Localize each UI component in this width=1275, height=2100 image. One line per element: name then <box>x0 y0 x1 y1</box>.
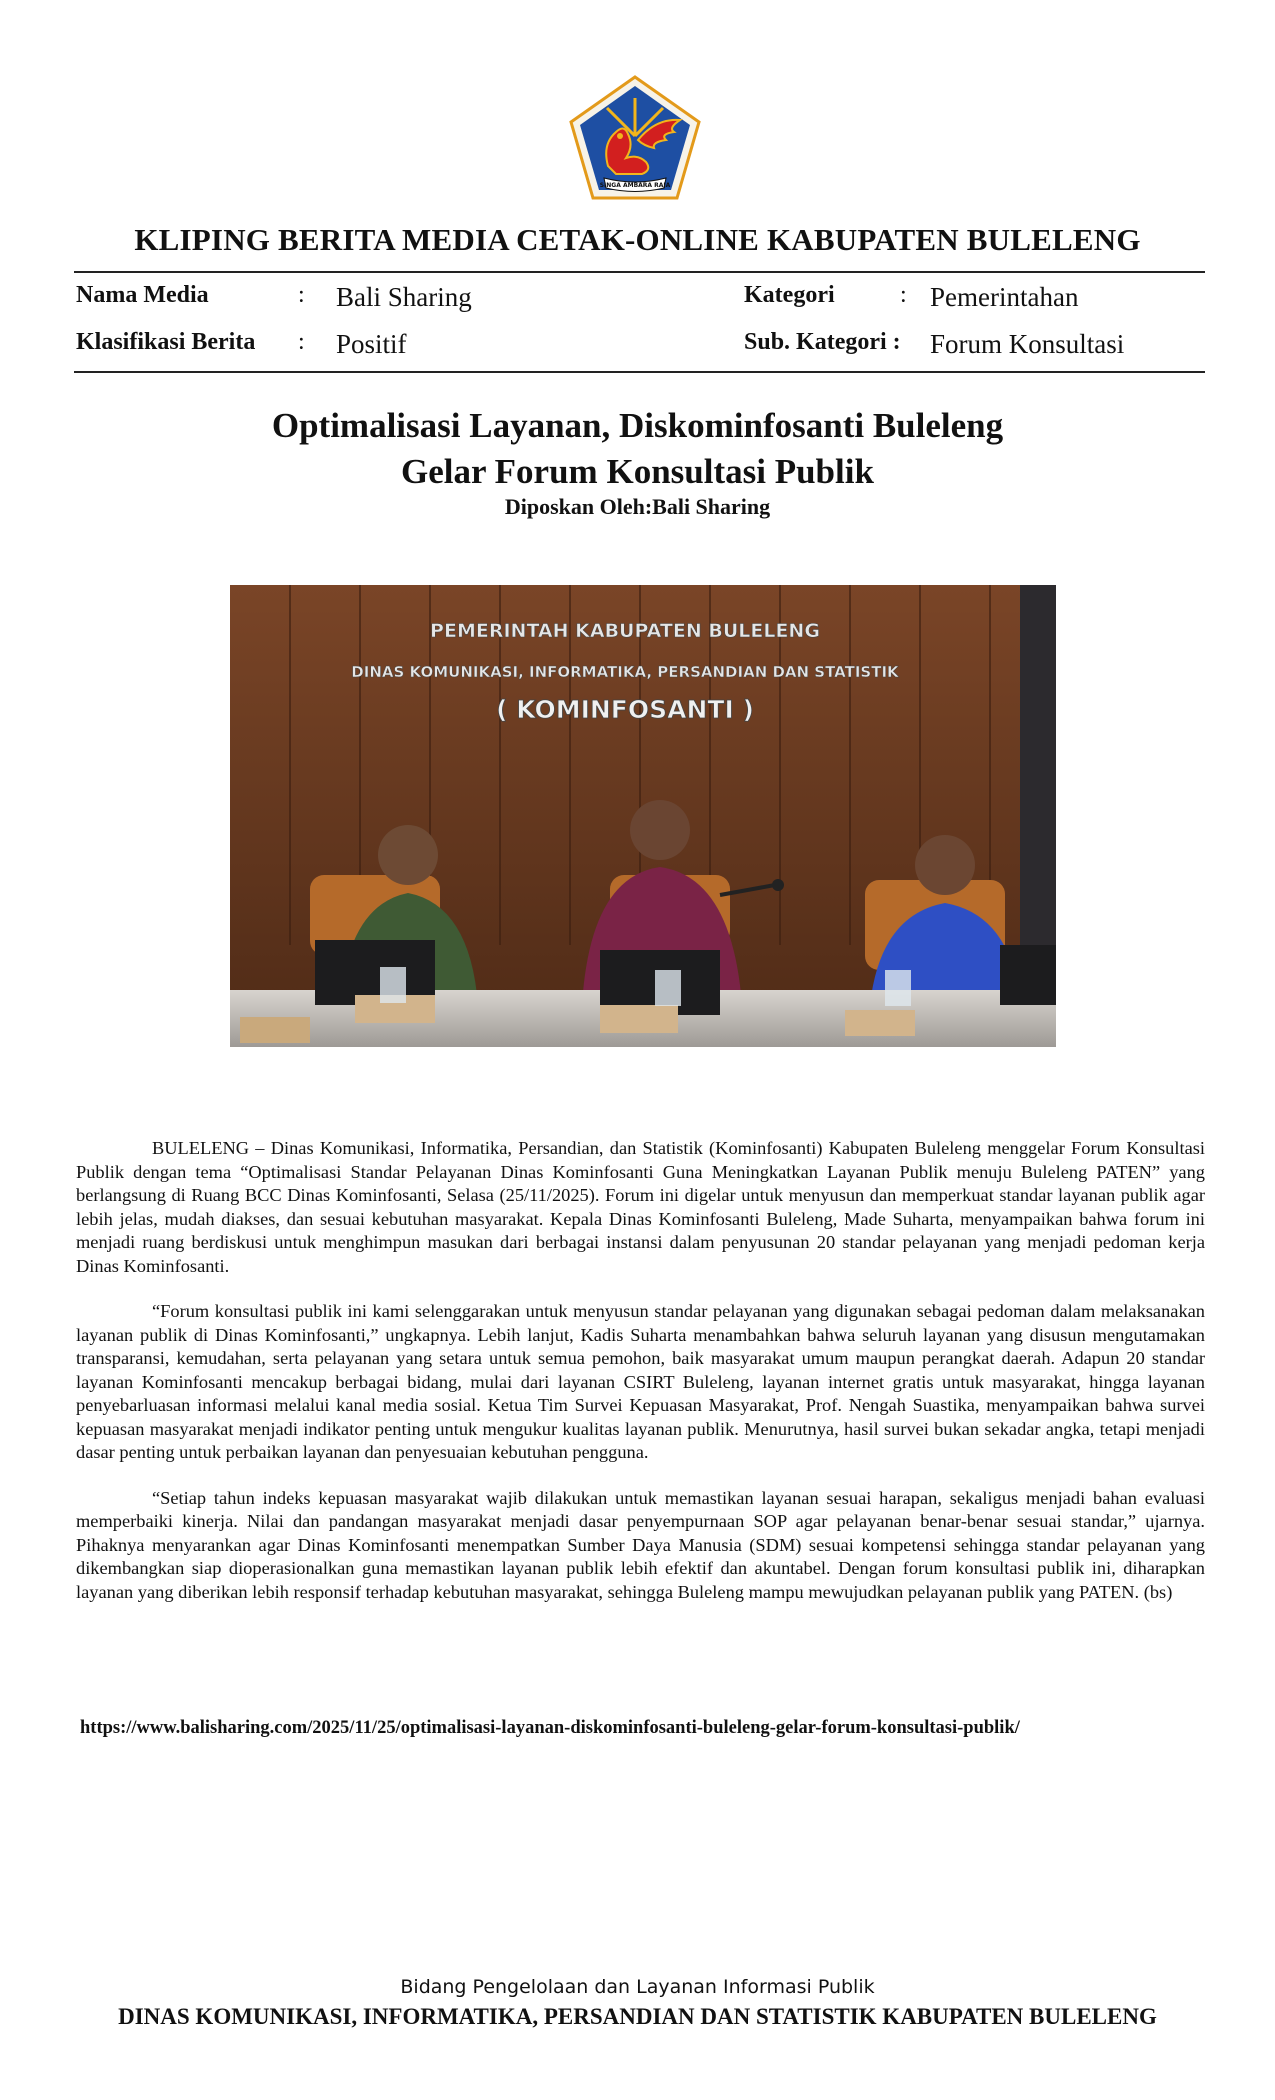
source-url: https://www.balisharing.com/2025/11/25/optimalisasi-layanan-diskominfosanti-buleleng-gelar-forum-konsultasi-publik/ <box>80 1718 1020 1738</box>
separator: : <box>298 282 305 308</box>
article-body <box>76 1137 1205 1626</box>
kategori-label: Kategori <box>744 282 835 308</box>
klasifikasi-value: Positif <box>336 329 407 359</box>
document-title: KLIPING BERITA MEDIA CETAK-ONLINE KABUPATEN BULELENG <box>134 222 1141 257</box>
article-paragraph: “Setiap tahun indeks kepuasan masyarakat wajib dilakukan untuk memastikan layanan sesuai harapan, sekaligus menjadi bahan evaluasi memperbaiki kinerja. Nilai dan pandangan masyarakat menjadi dasar penyempurnaan SOP agar pelayanan benar-benar sesuai standar,” ujarnya. Pihaknya menyarankan agar Dinas Kominfosanti menempatkan Sumber Daya Manusia (SDM) sesuai kompetensi sehingga standar pelayanan yang dikembangkan siap dioperasionalkan guna memastikan layanan publik lebih efektif dan akuntabel. Dengan forum konsultasi publik ini, diharapkan layanan yang diberikan lebih responsif terhadap kebutuhan masyarakat, sehingga Buleleng mampu mewujudkan pelayanan publik yang PATEN. (bs) <box>76 1487 1205 1602</box>
sub-kategori-value: Forum Konsultasi <box>930 329 1125 359</box>
bottom-divider <box>74 371 1205 373</box>
meta-sub-kategori <box>744 329 1204 363</box>
meta-klasifikasi <box>76 329 636 363</box>
klasifikasi-label: Klasifikasi Berita <box>76 329 256 355</box>
meta-kategori <box>744 282 1204 316</box>
separator: : <box>900 282 907 308</box>
headline-line-2: Gelar Forum Konsultasi Publik <box>401 452 874 491</box>
sub-kategori-label: Sub. Kategori : <box>744 329 901 355</box>
nama-media-value: Bali Sharing <box>336 282 472 312</box>
article-photo <box>230 585 1056 1047</box>
photo-sign-line-2: DINAS KOMUNIKASI, INFORMATIKA, PERSANDIAN DAN STATISTIK <box>351 663 899 681</box>
footer-agency: DINAS KOMUNIKASI, INFORMATIKA, PERSANDIAN DAN STATISTIK KABUPATEN BULELENG <box>118 2004 1157 2029</box>
footer-division: Bidang Pengelolaan dan Layanan Informasi Publik <box>400 1976 875 1998</box>
photo-sign-line-1: PEMERINTAH KABUPATEN BULELENG <box>430 620 820 642</box>
headline-line-1: Optimalisasi Layanan, Diskominfosanti Buleleng <box>271 406 1004 445</box>
photo-sign-line-3: ( KOMINFOSANTI ) <box>496 695 754 724</box>
article-paragraph: “Forum konsultasi publik ini kami selenggarakan untuk menyusun standar pelayanan yang digunakan sebagai pedoman dalam melaksanakan layanan publik di Dinas Kominfosanti,” ungkapnya. Lebih lanjut, Kadis Suharta menambahkan bahwa seluruh layanan yang disusun mengutamakan transparansi, kemudahan, serta pelayanan yang setara untuk semua pemohon, baik masyarakat umum maupun perangkat daerah. Adapun 20 standar layanan Kominfosanti mencakup berbagai bidang, mulai dari layanan CSIRT Buleleng, layanan internet gratis untuk masyarakat, hingga layanan penyebarluasan informasi melalui kanal media sosial. Ketua Tim Survei Kepuasan Masyarakat, Prof. Nengah Suastika, menyampaikan bahwa survei kepuasan masyarakat menjadi indikator penting untuk mengukur kualitas layanan publik. Menurutnya, hasil survei bukan sekadar angka, tetapi menjadi dasar penting untuk perbaikan layanan dan penyesuaian kebutuhan pengguna. <box>76 1301 1205 1462</box>
kategori-value: Pemerintahan <box>930 282 1079 312</box>
byline: Diposkan Oleh:Bali Sharing <box>504 494 771 519</box>
kabupaten-buleleng-logo <box>568 74 702 202</box>
logo-motto: SINGA AMBARA RAJA <box>599 182 671 189</box>
forum-photo-illustration <box>230 585 1056 1047</box>
meta-nama-media <box>76 282 636 316</box>
separator: : <box>298 329 305 355</box>
nama-media-label: Nama Media <box>76 282 209 308</box>
article-paragraph: BULELENG – Dinas Komunikasi, Informatika, Persandian, dan Statistik (Kominfosanti) Kabupaten Buleleng menggelar Forum Konsultasi Publik dengan tema “Optimalisasi Standar Pelayanan Dinas Kominfosanti Guna Meningkatkan Layanan Publik menuju Buleleng PATEN” yang berlangsung di Ruang BCC Dinas Kominfosanti, Selasa (25/11/2025). Forum ini digelar untuk menyusun dan memperkuat standar layanan publik agar lebih jelas, mudah diakses, dan sesuai kebutuhan masyarakat. Kepala Dinas Kominfosanti Buleleng, Made Suharta, menyampaikan bahwa forum ini menjadi ruang berdiskusi untuk menghimpun masukan dari berbagai instansi dalam penyusunan 20 standar pelayanan yang menjadi pedoman kerja Dinas Kominfosanti. <box>76 1138 1205 1276</box>
top-divider <box>74 271 1205 273</box>
